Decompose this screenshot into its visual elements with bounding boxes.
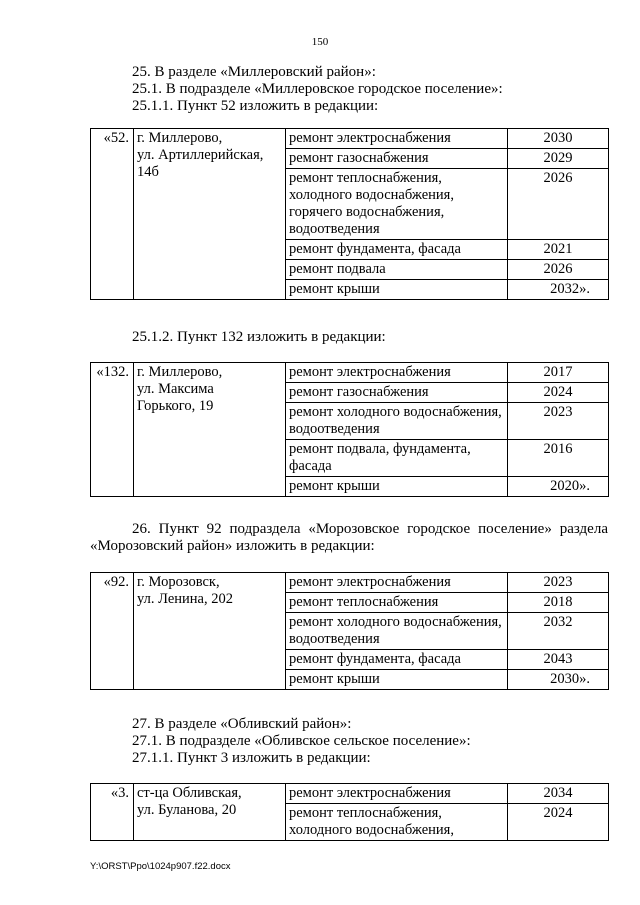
work-year: 2024	[508, 383, 609, 403]
item-address: г. Миллерово, ул. Максима Горького, 19	[134, 363, 286, 497]
table-item-92	[90, 572, 609, 690]
work-type: ремонт газоснабжения	[286, 383, 508, 403]
work-year: 2018	[508, 593, 609, 613]
section-25-heading: 25. В разделе «Миллеровский район»:	[132, 64, 376, 80]
work-type: ремонт крыши	[286, 670, 508, 690]
work-type: ремонт электроснабжения	[286, 363, 508, 383]
work-year: 2024	[508, 804, 609, 841]
table-item-3	[90, 783, 609, 841]
work-type: ремонт фундамента, фасада	[286, 650, 508, 670]
work-year: 2032».	[508, 280, 609, 300]
item-number: «3.	[91, 784, 134, 841]
work-type: ремонт газоснабжения	[286, 149, 508, 169]
table-item-52	[90, 128, 609, 300]
work-year: 2017	[508, 363, 609, 383]
work-type: ремонт электроснабжения	[286, 129, 508, 149]
work-type: ремонт крыши	[286, 477, 508, 497]
section-27-1-1-heading: 27.1.1. Пункт 3 изложить в редакции:	[132, 750, 371, 766]
work-year: 2032	[508, 613, 609, 650]
table-item-132	[90, 362, 609, 497]
item-address: ст-ца Обливская, ул. Буланова, 20	[134, 784, 286, 841]
work-year: 2021	[508, 240, 609, 260]
work-year: 2020».	[508, 477, 609, 497]
work-type: ремонт фундамента, фасада	[286, 240, 508, 260]
work-type: ремонт подвала	[286, 260, 508, 280]
item-number: «52.	[91, 129, 134, 300]
work-type: ремонт электроснабжения	[286, 784, 508, 804]
table-row	[91, 784, 609, 804]
item-number: «92.	[91, 573, 134, 690]
work-year: 2029	[508, 149, 609, 169]
work-year: 2034	[508, 784, 609, 804]
section-25-1-1-heading: 25.1.1. Пункт 52 изложить в редакции:	[132, 98, 379, 114]
work-type: ремонт теплоснабжения	[286, 593, 508, 613]
work-year: 2043	[508, 650, 609, 670]
section-27-heading: 27. В разделе «Обливский район»:	[132, 716, 352, 732]
work-year: 2016	[508, 440, 609, 477]
section-25-1-heading: 25.1. В подразделе «Миллеровское городское поселение»:	[132, 81, 503, 97]
work-year: 2030	[508, 129, 609, 149]
work-type: ремонт крыши	[286, 280, 508, 300]
work-type: ремонт холодного водоснабжения, водоотведения	[286, 403, 508, 440]
work-type: ремонт холодного водоснабжения, водоотведения	[286, 613, 508, 650]
work-year: 2023	[508, 573, 609, 593]
item-address: г. Морозовск, ул. Ленина, 202	[134, 573, 286, 690]
table-row	[91, 129, 609, 149]
table-row	[91, 573, 609, 593]
section-25-1-2-heading: 25.1.2. Пункт 132 изложить в редакции:	[132, 329, 386, 345]
work-type: ремонт теплоснабжения, холодного водоснабжения, горячего водоснабжения, водоотведения	[286, 169, 508, 240]
work-type: ремонт теплоснабжения, холодного водоснабжения,	[286, 804, 508, 841]
section-26-paragraph: 26. Пункт 92 подраздела «Морозовское городское поселение» раздела «Морозовский район» изложить в редакции:	[90, 521, 608, 554]
footer-file-path: Y:\ORST\Ppo\1024p907.f22.docx	[90, 861, 231, 872]
table-row	[91, 363, 609, 383]
work-year: 2026	[508, 260, 609, 280]
work-year: 2030».	[508, 670, 609, 690]
work-year: 2026	[508, 169, 609, 240]
section-27-1-heading: 27.1. В подразделе «Обливское сельское поселение»:	[132, 733, 471, 749]
item-address: г. Миллерово, ул. Артиллерийская, 14б	[134, 129, 286, 300]
page-number: 150	[311, 36, 329, 48]
work-type: ремонт подвала, фундамента, фасада	[286, 440, 508, 477]
work-type: ремонт электроснабжения	[286, 573, 508, 593]
work-year: 2023	[508, 403, 609, 440]
item-number: «132.	[91, 363, 134, 497]
